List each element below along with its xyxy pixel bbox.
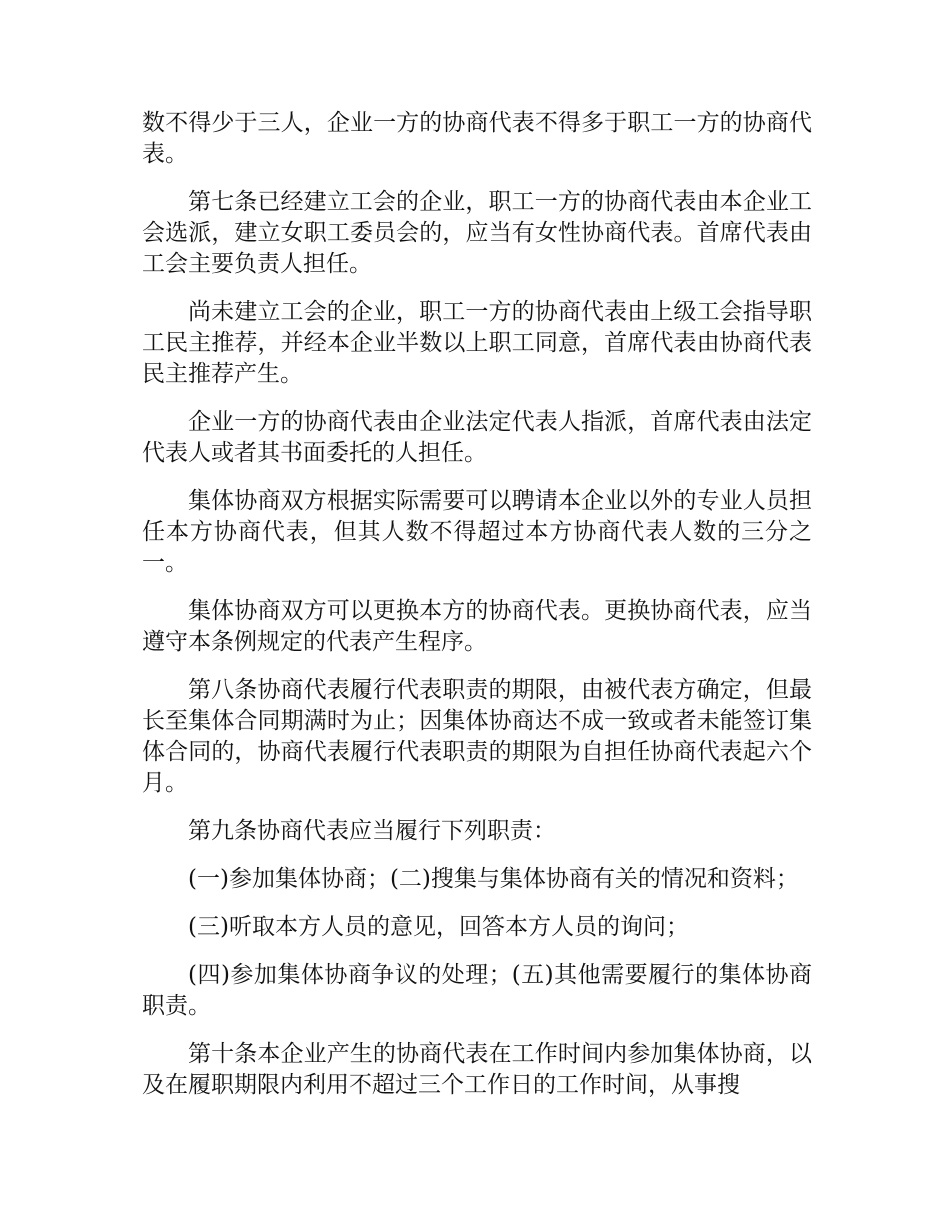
paragraph-7: 第八条协商代表履行代表职责的期限，由被代表方确定，但最长至集体合同期满时为止；因集体协商达不成一致或者未能签订集体合同的，协商代表履行代表职责的期限为自担任协商代表起六个月。 [142,677,812,796]
paragraph-5: 集体协商双方根据实际需要可以聘请本企业以外的专业人员担任本方协商代表，但其人数不得超过本方协商代表人数的三分之一。 [142,488,812,576]
paragraph-9: (一)参加集体协商；(二)搜集与集体协商有关的情况和资料； [188,866,799,892]
paragraph-10: (三)听取本方人员的意见，回答本方人员的询问； [188,914,689,940]
paragraph-1: 数不得少于三人，企业一方的协商代表不得多于职工一方的协商代表。 [142,110,812,167]
document-page [142,108,812,1118]
paragraph-4: 企业一方的协商代表由企业法定代表人指派，首席代表由法定代表人或者其书面委托的人担任。 [142,409,812,466]
paragraph-3: 尚未建立工会的企业，职工一方的协商代表由上级工会指导职工民主推荐，并经本企业半数以上职工同意，首席代表由协商代表民主推荐产生。 [142,299,812,387]
paragraph-12: 第十条本企业产生的协商代表在工作时间内参加集体协商，以及在履职期限内利用不超过三个工作日的工作时间，从事搜 [142,1041,812,1098]
paragraph-2: 第七条已经建立工会的企业，职工一方的协商代表由本企业工会选派，建立女职工委员会的，应当有女性协商代表。首席代表由工会主要负责人担任。 [142,189,812,277]
paragraph-6: 集体协商双方可以更换本方的协商代表。更换协商代表，应当遵守本条例规定的代表产生程序。 [142,598,812,655]
paragraph-11: (四)参加集体协商争议的处理；(五)其他需要履行的集体协商职责。 [142,962,812,1019]
paragraph-8: 第九条协商代表应当履行下列职责： [188,818,556,844]
